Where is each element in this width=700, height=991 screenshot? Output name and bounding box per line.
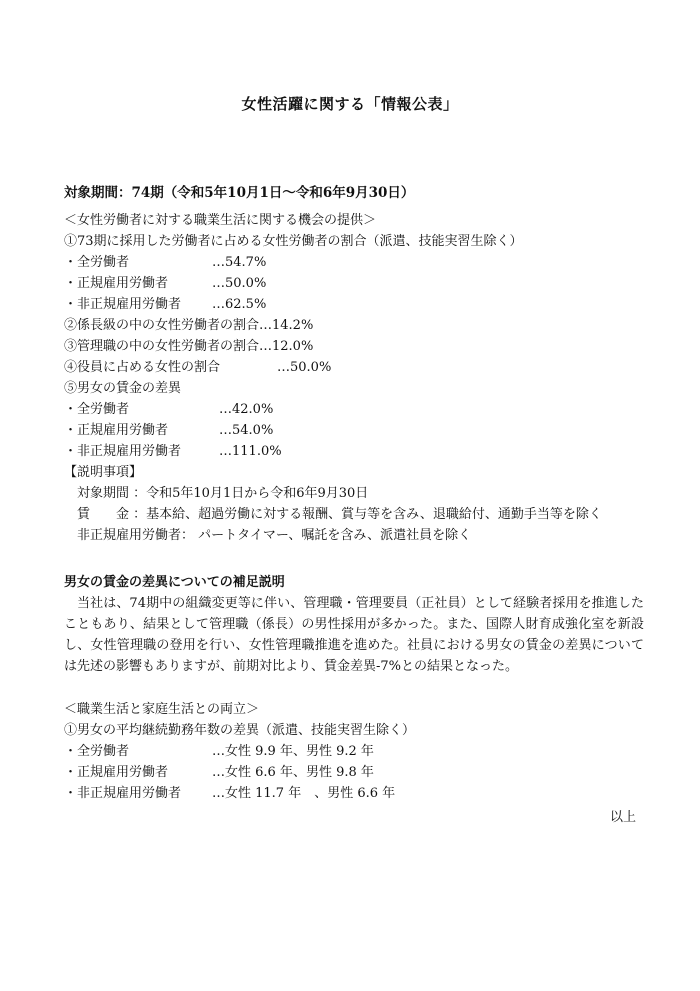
item-officer-ratio <box>64 357 644 378</box>
row-value: …50.0% <box>277 360 332 375</box>
page-title: 女性活躍に関する「情報公表」 <box>241 95 459 113</box>
row-label: ・全労働者 <box>64 402 130 417</box>
note-line: 非正規雇用労働者： パートタイマー、嘱託を含み、派遣社員を除く <box>77 528 472 543</box>
note-line: 賃 金 ：基本給、超過労働に対する報酬、賞与等を含み、退職給付、通勤手当等を除く <box>77 507 602 522</box>
supplement-text: 当社は、74期中の組織変更等に伴い、管理職・管理要員（正社員）として経験者採用を推進したこともあり、結果として管理職（係長）の男性採用が多かった。また、国際人財育成強化室を新設し、女性管理職の登用を行い、女性管理職推進を進めた。社員における男女の賃金の差異については先述の影響もありますが、前期対比より、賃金差異-7%との結果となった。 <box>64 596 644 674</box>
section-heading: ＜職業生活と家庭生活との両立＞ <box>64 702 260 717</box>
row-value: …女性 9.9 年、男性 9.2 年 <box>212 744 374 759</box>
notes-heading: 【説明事項】 <box>64 465 143 480</box>
row-label: ④役員に占める女性の割合 <box>64 360 221 375</box>
list-item <box>64 741 644 762</box>
row-label: ・正規雇用労働者 <box>64 765 169 780</box>
supplement-heading: 男女の賃金の差異についての補足説明 <box>64 575 285 590</box>
row-label: ・非正規雇用労働者 <box>64 444 182 459</box>
row-value: …54.7% <box>212 255 267 270</box>
row-label: ・正規雇用労働者 <box>64 276 169 291</box>
target-period: 対象期間：74期（令和5年10月1日〜令和6年9月30日） <box>64 185 415 201</box>
section-work-life <box>64 699 644 804</box>
item-hiring-ratio: ①73期に採用した労働者に占める女性労働者の割合（派遣、技能実習生除く） <box>64 234 523 249</box>
item-chief-ratio: ②係長級の中の女性労働者の割合…14.2% <box>64 318 314 333</box>
row-label: ・非正規雇用労働者 <box>64 297 182 312</box>
list-item <box>64 294 644 315</box>
row-value: …50.0% <box>212 276 267 291</box>
row-label: ・全労働者 <box>64 255 130 270</box>
row-value: …62.5% <box>212 297 267 312</box>
row-value: …54.0% <box>219 423 274 438</box>
section-opportunity <box>64 210 644 546</box>
list-item <box>64 252 644 273</box>
list-item <box>64 441 644 462</box>
section-heading: ＜女性労働者に対する職業生活に関する機会の提供＞ <box>64 213 377 228</box>
row-label: ・非正規雇用労働者 <box>64 786 182 801</box>
row-value: …女性 6.6 年、男性 9.8 年 <box>212 765 374 780</box>
note-line: 対象期間 ：令和5年10月1日から令和6年9月30日 <box>77 486 369 501</box>
list-item <box>64 762 644 783</box>
row-value: …女性 11.7 年 、男性 6.6 年 <box>212 786 396 801</box>
row-label: ・全労働者 <box>64 744 130 759</box>
row-value: …111.0% <box>219 444 282 459</box>
list-item <box>64 399 644 420</box>
list-item <box>64 783 644 804</box>
item-manager-ratio: ③管理職の中の女性労働者の割合…12.0% <box>64 339 314 354</box>
row-label: ・正規雇用労働者 <box>64 423 169 438</box>
row-value: …42.0% <box>219 402 274 417</box>
list-item <box>64 273 644 294</box>
closing-mark: 以上 <box>609 810 636 825</box>
section-supplement <box>64 572 644 677</box>
list-item <box>64 420 644 441</box>
item-tenure-gap: ①男女の平均継続勤務年数の差異（派遣、技能実習生除く） <box>64 723 416 738</box>
item-wage-gap: ⑤男女の賃金の差異 <box>64 381 182 396</box>
